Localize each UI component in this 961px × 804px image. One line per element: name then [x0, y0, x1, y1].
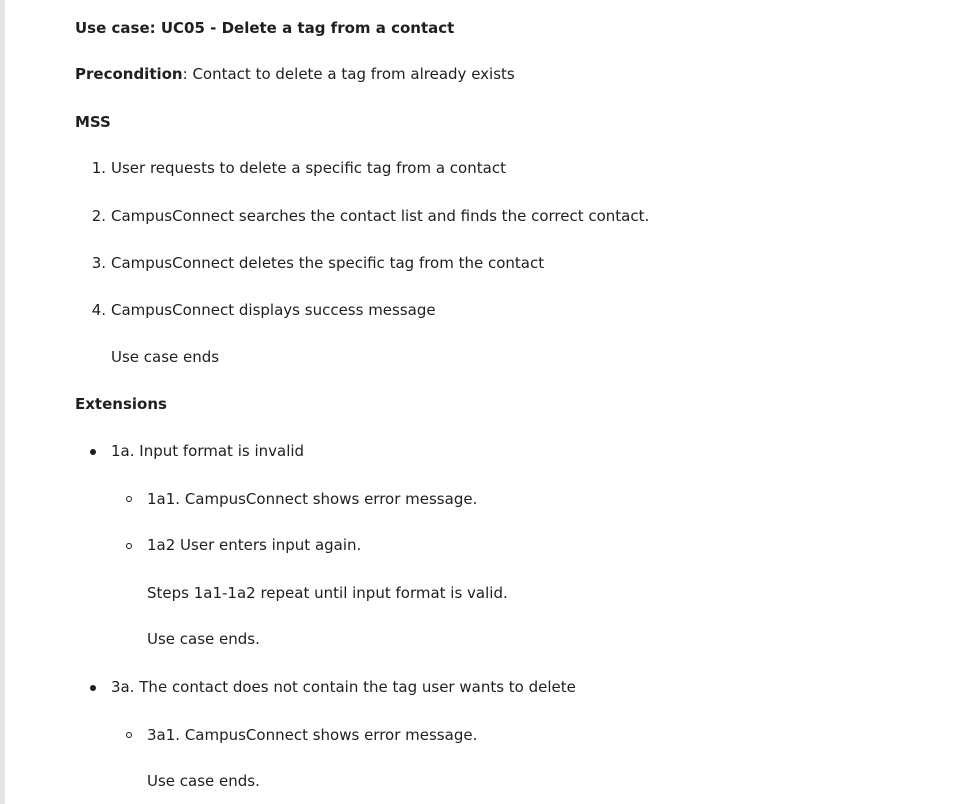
extension-sub-item: 1a2 User enters input again.	[147, 536, 362, 554]
mss-step-number: 3.	[91, 254, 106, 272]
mss-step-text: CampusConnect displays success message	[111, 301, 436, 319]
mss-end-note: Use case ends	[111, 348, 220, 366]
bullet-circle-icon	[126, 496, 132, 502]
mss-step-text: CampusConnect deletes the specific tag from the contact	[111, 254, 545, 272]
extension-sub-item: 3a1. CampusConnect shows error message.	[147, 726, 478, 744]
precondition-label: Precondition	[75, 65, 183, 83]
left-border	[0, 0, 5, 804]
bullet-disc-icon	[90, 685, 96, 691]
extension-note: Use case ends.	[147, 772, 260, 790]
mss-step-text: CampusConnect searches the contact list and finds the correct contact.	[111, 207, 650, 225]
mss-step-number: 4.	[91, 301, 106, 319]
mss-step-number: 1.	[91, 159, 106, 177]
extension-note: Steps 1a1-1a2 repeat until input format is valid.	[147, 584, 508, 602]
mss-heading: MSS	[75, 113, 111, 131]
mss-step-number: 2.	[91, 207, 106, 225]
mss-step-text: User requests to delete a specific tag from a contact	[111, 159, 506, 177]
extension-note: Use case ends.	[147, 630, 260, 648]
extensions-heading: Extensions	[75, 395, 167, 413]
bullet-circle-icon	[126, 732, 132, 738]
bullet-circle-icon	[126, 543, 132, 549]
extension-sub-item: 1a1. CampusConnect shows error message.	[147, 490, 478, 508]
extension-item: 3a. The contact does not contain the tag user wants to delete	[111, 678, 576, 696]
use-case-title: Use case: UC05 - Delete a tag from a contact	[75, 19, 455, 37]
precondition-text: : Contact to delete a tag from already exists	[182, 65, 515, 83]
precondition	[75, 64, 515, 84]
extension-item: 1a. Input format is invalid	[111, 442, 305, 460]
bullet-disc-icon	[90, 449, 96, 455]
